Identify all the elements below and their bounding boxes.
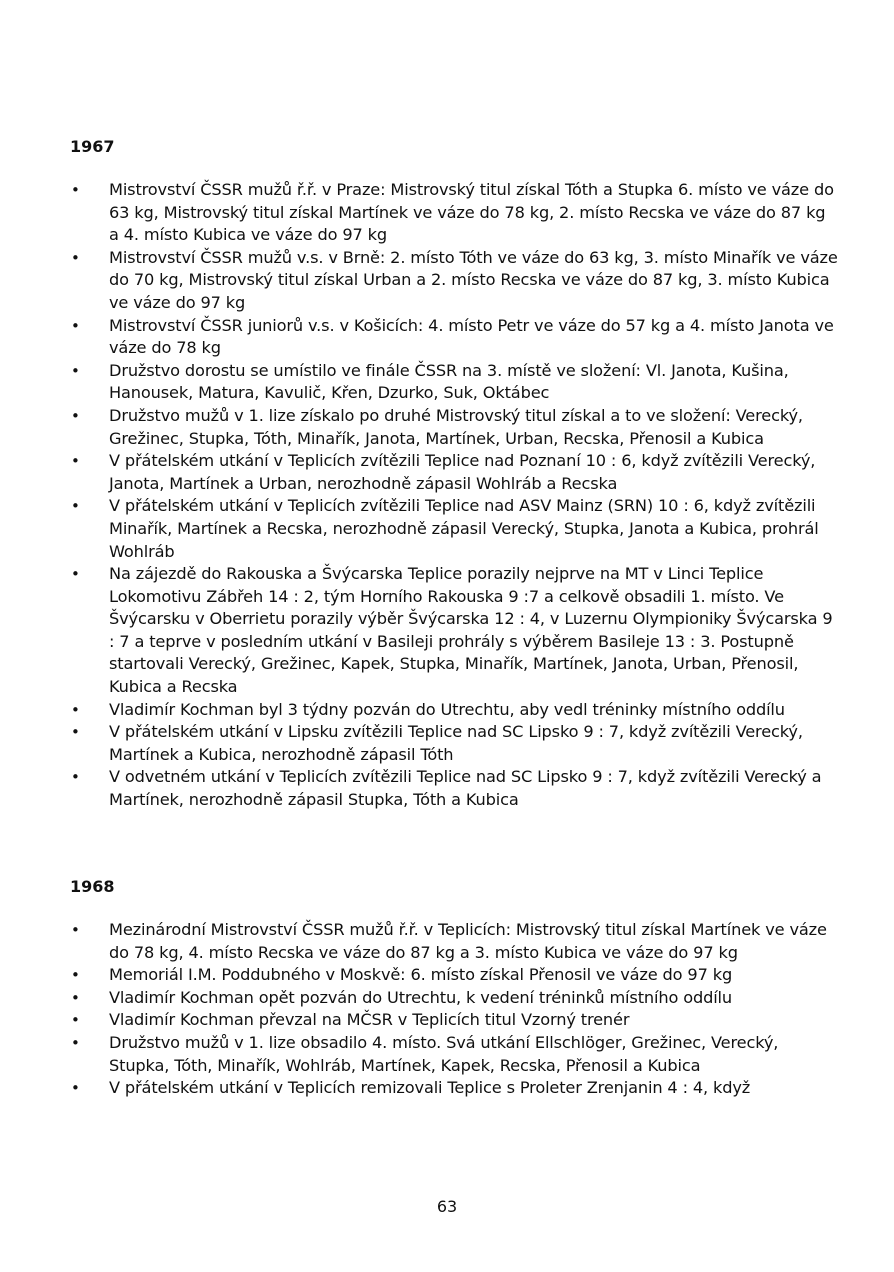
list-item: • Vladimír Kochman opět pozván do Utrechtu, k vedení tréninků místního oddílu	[70, 987, 840, 1010]
list-item: • Vladimír Kochman byl 3 týdny pozván do Utrechtu, aby vedl tréninky místního oddílu	[70, 699, 840, 722]
list-item: • Na zájezdě do Rakouska a Švýcarska Teplice porazily nejprve na MT v Linci Teplice Lokomotivu Zábřeh 14 : 2, tým Horního Rakouska 9 :7 a celkově obsadili 1. místo. Ve Švýcarsku v Oberrietu porazily výběr Švýcarska 12 : 4, v Luzernu Olympioniky Švýcarska 9 : 7 a teprve v posledním utkání v Basileji prohrály s výběrem Basileje 13 : 3. Postupně startovali Verecký, Grežinec, Kapek, Stupka, Minařík, Martínek, Janota, Urban, Přenosil, Kubica a Recska	[70, 563, 840, 699]
section-1968	[70, 877, 840, 1100]
list-item: • Memoriál I.M. Poddubného v Moskvě: 6. místo získal Přenosil ve váze do 97 kg	[70, 964, 840, 987]
year-heading: 1967	[70, 137, 115, 156]
list-item: • Vladimír Kochman převzal na MČSR v Teplicích titul Vzorný trenér	[70, 1009, 840, 1032]
list-item: • Družstvo mužů v 1. lize obsadilo 4. místo. Svá utkání Ellschlöger, Grežinec, Verecký, Stupka, Tóth, Minařík, Wohlráb, Martínek, Kapek, Recska, Přenosil a Kubica	[70, 1032, 840, 1077]
bullet-list	[70, 919, 840, 1100]
list-item: • V přátelském utkání v Lipsku zvítězili Teplice nad SC Lipsko 9 : 7, když zvítězili Verecký, Martínek a Kubica, nerozhodně zápasil Tóth	[70, 721, 840, 766]
list-item: • V odvetném utkání v Teplicích zvítězili Teplice nad SC Lipsko 9 : 7, když zvítězili Verecký a Martínek, nerozhodně zápasil Stupka, Tóth a Kubica	[70, 766, 840, 811]
list-item: • V přátelském utkání v Teplicích zvítězili Teplice nad ASV Mainz (SRN) 10 : 6, když zvítězili Minařík, Martínek a Recska, nerozhodně zápasil Verecký, Stupka, Janota a Kubica, prohrál Wohlráb	[70, 495, 840, 563]
page-number: 63	[436, 1197, 458, 1216]
section-1967	[70, 137, 840, 812]
list-item: • V přátelském utkání v Teplicích remizovali Teplice s Proleter Zrenjanin 4 : 4, když	[70, 1077, 840, 1100]
list-item: • Mistrovství ČSSR mužů v.s. v Brně: 2. místo Tóth ve váze do 63 kg, 3. místo Minařík ve váze do 70 kg, Mistrovský titul získal Urban a 2. místo Recska ve váze do 87 kg, 3. místo Kubica ve váze do 97 kg	[70, 247, 840, 315]
bullet-list	[70, 179, 840, 812]
year-heading: 1968	[70, 877, 115, 896]
list-item: • Mistrovství ČSSR juniorů v.s. v Košicích: 4. místo Petr ve váze do 57 kg a 4. místo Janota ve váze do 78 kg	[70, 315, 840, 360]
list-item: • Družstvo mužů v 1. lize získalo po druhé Mistrovský titul získal a to ve složení: Verecký, Grežinec, Stupka, Tóth, Minařík, Janota, Martínek, Urban, Recska, Přenosil a Kubica	[70, 405, 840, 450]
list-item: • Mezinárodní Mistrovství ČSSR mužů ř.ř. v Teplicích: Mistrovský titul získal Martínek ve váze do 78 kg, 4. místo Recska ve váze do 87 kg a 3. místo Kubica ve váze do 97 kg	[70, 919, 840, 964]
list-item: • Družstvo dorostu se umístilo ve finále ČSSR na 3. místě ve složení: Vl. Janota, Kušina, Hanousek, Matura, Kavulič, Křen, Dzurko, Suk, Oktábec	[70, 360, 840, 405]
list-item: • Mistrovství ČSSR mužů ř.ř. v Praze: Mistrovský titul získal Tóth a Stupka 6. místo ve váze do 63 kg, Mistrovský titul získal Martínek ve váze do 78 kg, 2. místo Recska ve váze do 87 kg a 4. místo Kubica ve váze do 97 kg	[70, 179, 840, 247]
list-item: • V přátelském utkání v Teplicích zvítězili Teplice nad Poznaní 10 : 6, když zvítězili Verecký, Janota, Martínek a Urban, nerozhodně zápasil Wohlráb a Recska	[70, 450, 840, 495]
